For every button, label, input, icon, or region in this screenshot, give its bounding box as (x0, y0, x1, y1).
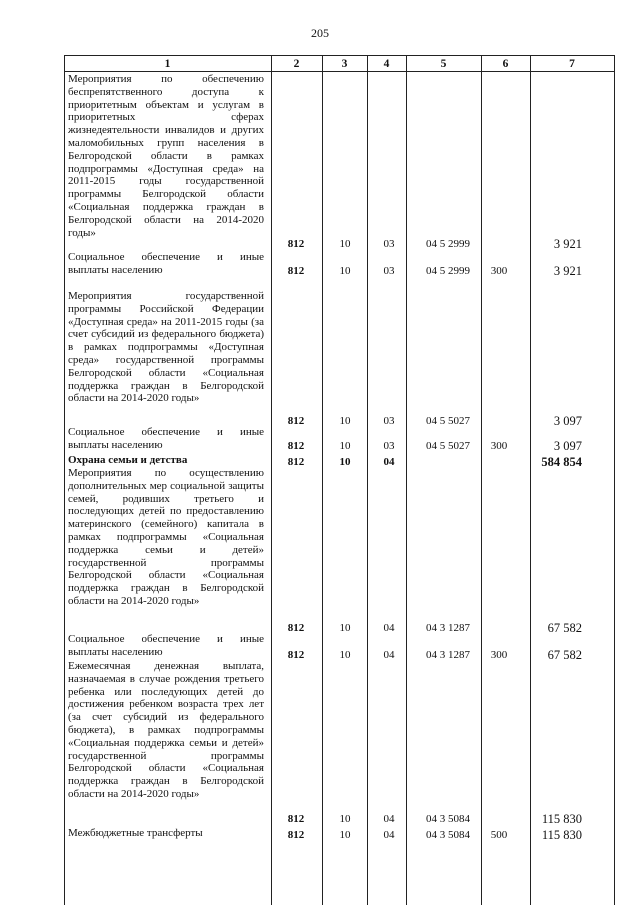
row-section: 10 (339, 829, 351, 841)
row-description: Межбюджетные трансферты (68, 827, 203, 839)
header-col-3: 3 (341, 58, 348, 70)
row-code-ministry: 812 (287, 649, 305, 661)
row-subsection: 04 (383, 829, 395, 841)
row-description: Мероприятия по осуществлению дополнительных мер социальной защиты семей, родивших третьего и последующих детей по предоставлению материнского (семейного) капитала в рамках подпрограммы «Социальная поддержка семьи и детей» государственной программы Белгородской области «Социальная поддержка граждан в Белгородской области на 2014-2020 годы» (68, 467, 264, 607)
row-section: 10 (339, 440, 351, 452)
header-col-5: 5 (440, 58, 447, 70)
row-code-ministry: 812 (287, 265, 305, 277)
row-section: 10 (339, 649, 351, 661)
row-amount: 115 830 (541, 828, 582, 842)
header-col-1: 1 (164, 58, 171, 70)
col-7-left-border (530, 55, 531, 905)
header-col-2: 2 (293, 58, 300, 70)
row-expense-type: 300 (490, 440, 508, 452)
row-amount: 584 854 (541, 455, 582, 469)
row-code-ministry: 812 (287, 238, 305, 250)
row-description: Социальное обеспечение и иные выплаты населению (68, 633, 264, 658)
table-right-border (614, 55, 615, 905)
row-section: 10 (339, 622, 351, 634)
row-amount: 3 097 (553, 439, 582, 453)
row-code-ministry: 812 (287, 415, 305, 427)
row-target-article: 04 3 5084 (426, 829, 470, 841)
col-5-left-border (406, 55, 407, 905)
row-expense-type: 500 (490, 829, 508, 841)
row-amount: 3 921 (553, 237, 582, 251)
row-subsection: 04 (383, 622, 395, 634)
row-section: 10 (339, 415, 351, 427)
row-code-ministry: 812 (287, 829, 305, 841)
row-amount: 115 830 (541, 812, 582, 826)
row-target-article: 04 3 1287 (426, 649, 470, 661)
row-subsection: 03 (383, 238, 395, 250)
col-1-left-border (64, 55, 65, 905)
row-expense-type: 300 (490, 265, 508, 277)
row-subsection: 03 (383, 440, 395, 452)
row-description: Мероприятия по обеспечению беспрепятственного доступа к приоритетным объектам и услугам в приоритетных сферах жизнедеятельности инвалидов и других маломобильных групп населения в Белгородской области в рамках подпрограммы «Доступная среда» на 2011-2015 годы государственной программы Белгородской области «Социальная поддержка граждан в Белгородской области на 2014-2020 годы» (68, 73, 264, 239)
row-amount: 3 097 (553, 414, 582, 428)
row-expense-type: 300 (490, 649, 508, 661)
row-section: 10 (339, 456, 351, 468)
row-code-ministry: 812 (287, 622, 305, 634)
row-description: Социальное обеспечение и иные выплаты населению (68, 251, 264, 276)
header-col-6: 6 (502, 58, 509, 70)
col-6-left-border (481, 55, 482, 905)
col-3-left-border (322, 55, 323, 905)
row-code-ministry: 812 (287, 813, 305, 825)
row-section: 10 (339, 813, 351, 825)
col-4-left-border (367, 55, 368, 905)
row-target-article: 04 5 2999 (426, 238, 470, 250)
row-description: Социальное обеспечение и иные выплаты населению (68, 426, 264, 451)
header-bottom-border (64, 71, 615, 72)
row-amount: 3 921 (553, 264, 582, 278)
header-col-4: 4 (383, 58, 390, 70)
row-subsection: 03 (383, 265, 395, 277)
row-target-article: 04 3 5084 (426, 813, 470, 825)
row-description: Ежемесячная денежная выплата, назначаемая в случае рождения третьего ребенка или последующих детей до достижения ребенком возраста трех лет (за счет субсидий из федерального бюджета), в рамках подпрограммы «Социальная поддержка семьи и детей» государственной программы Белгородской области «Социальная поддержка граждан в Белгородской области на 2014-2020 годы» (68, 660, 264, 800)
row-section: 10 (339, 265, 351, 277)
col-2-left-border (271, 55, 272, 905)
row-description: Мероприятия государственной программы Российской Федерации «Доступная среда» на 2011-2015 годы (за счет субсидий из федерального бюджета) в рамках подпрограммы «Доступная среда» государственной программы Белгородской области «Социальная поддержка граждан в Белгородской области на 2014-2020 годы» (68, 290, 264, 405)
header-col-7: 7 (569, 58, 575, 70)
row-subsection: 04 (383, 456, 395, 468)
row-target-article: 04 5 5027 (426, 440, 470, 452)
row-subsection: 03 (383, 415, 395, 427)
page-number: 205 (311, 26, 329, 40)
row-target-article: 04 5 5027 (426, 415, 470, 427)
row-target-article: 04 3 1287 (426, 622, 470, 634)
row-target-article: 04 5 2999 (426, 265, 470, 277)
row-section: 10 (339, 238, 351, 250)
row-code-ministry: 812 (287, 440, 305, 452)
row-description: Охрана семьи и детства (68, 454, 188, 466)
row-code-ministry: 812 (287, 456, 305, 468)
row-amount: 67 582 (547, 648, 582, 662)
row-subsection: 04 (383, 813, 395, 825)
table-top-border (64, 55, 615, 56)
row-amount: 67 582 (547, 621, 582, 635)
row-subsection: 04 (383, 649, 395, 661)
